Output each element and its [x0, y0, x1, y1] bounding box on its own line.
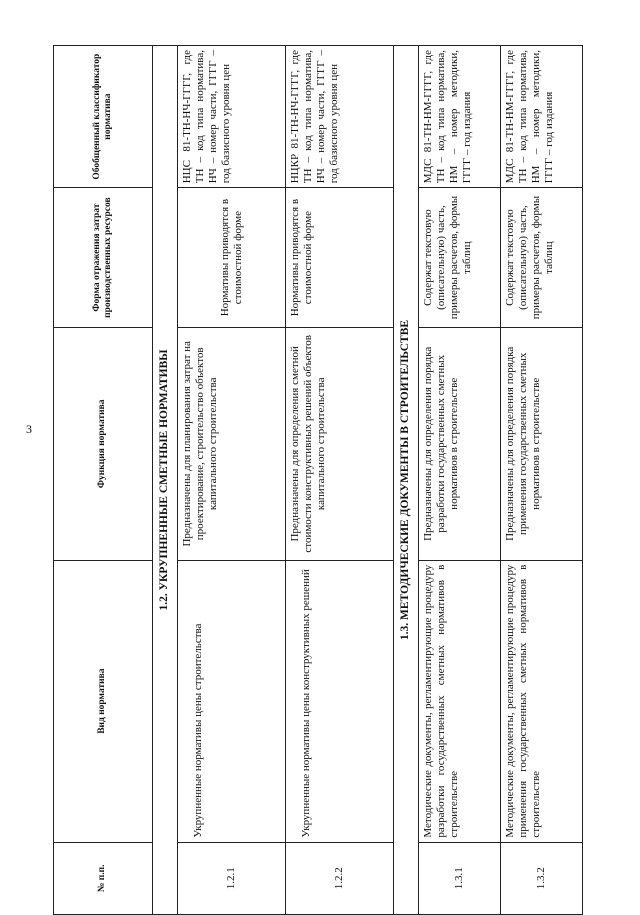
section-row: [394, 46, 419, 915]
norm-function: Предназначены для определения порядка разработки государственных сметных нормативов в строительстве: [419, 327, 501, 560]
norm-function: Предназначены для определения сметной стоимости конструктивных решений объектов капитального строительства: [286, 327, 394, 560]
table-row: [501, 46, 583, 915]
norm-type: Укрупненные нормативы цены строительства: [178, 560, 286, 842]
row-number: 1.3.2: [501, 842, 583, 914]
norm-type: Методические документы, регламентирующие процедуру применения государственных сметных нормативов в строительстве: [501, 560, 583, 842]
norm-classifier: НЦС 81-ТН-НЧ-ГГГГ, где ТН – код типа норматива, НЧ – номер части, ГГГГ – год базисного уровня цен: [178, 46, 286, 188]
table-row: [286, 46, 394, 915]
section-title: 1.2. УКРУПНЕННЫЕ СМЕТНЫЕ НОРМАТИВЫ: [153, 46, 178, 915]
table-row: [419, 46, 501, 915]
norm-type: Укрупненные нормативы цены конструктивных решений: [286, 560, 394, 842]
table-header-row: [54, 46, 153, 915]
header-number: № п.п.: [54, 842, 153, 914]
rotated-page-content: [53, 45, 598, 915]
header-type: Вид норматива: [54, 560, 153, 842]
section-row: [153, 46, 178, 915]
section-title: 1.3. МЕТОДИЧЕСКИЕ ДОКУМЕНТЫ В СТРОИТЕЛЬСТВЕ: [394, 46, 419, 915]
header-form: Форма отражения затрат производственных ресурсов: [54, 188, 153, 328]
norm-form: Нормативы приводятся в стоимостной форме: [178, 188, 286, 328]
norm-classifier: МДС 81-ТН-НМ-ГГГГ, где ТН – код типа норматива, НМ – номер методики, ГГГГ – год издания: [501, 46, 583, 188]
row-number: 1.2.2: [286, 842, 394, 914]
normative-classification-table: [53, 45, 583, 915]
norm-function: Предназначены для определения порядка применения государственных сметных нормативов в строительстве: [501, 327, 583, 560]
row-number: 1.2.1: [178, 842, 286, 914]
norm-form: Содержат текстовую (описательную) часть, примеры расчетов, формы таблиц: [419, 188, 501, 328]
norm-classifier: НЦКР 81-ТН-НЧ-ГГГГ, где ТН – код типа норматива, НЧ – номер части, ГГГГ – год базисного уровня цен: [286, 46, 394, 188]
table-row: [178, 46, 286, 915]
norm-type: Методические документы, регламентирующие процедуру разработки государственных сметных нормативов в строительстве: [419, 560, 501, 842]
norm-form: Содержат текстовую (описательную) часть, примеры расчетов, формы таблиц: [501, 188, 583, 328]
header-classifier: Обобщенный классификатор норматива: [54, 46, 153, 188]
header-function: Функция норматива: [54, 327, 153, 560]
norm-classifier: МДС 81-ТН-НМ-ГГГГ, где ТН – код типа норматива, НМ – номер методики, ГГГГ – год издания: [419, 46, 501, 188]
page-number: 3: [26, 422, 32, 436]
norm-form: Нормативы приводятся в стоимостной форме: [286, 188, 394, 328]
row-number: 1.3.1: [419, 842, 501, 914]
norm-function: Предназначены для планирования затрат на проектирование, строительство объектов капитального строительства: [178, 327, 286, 560]
